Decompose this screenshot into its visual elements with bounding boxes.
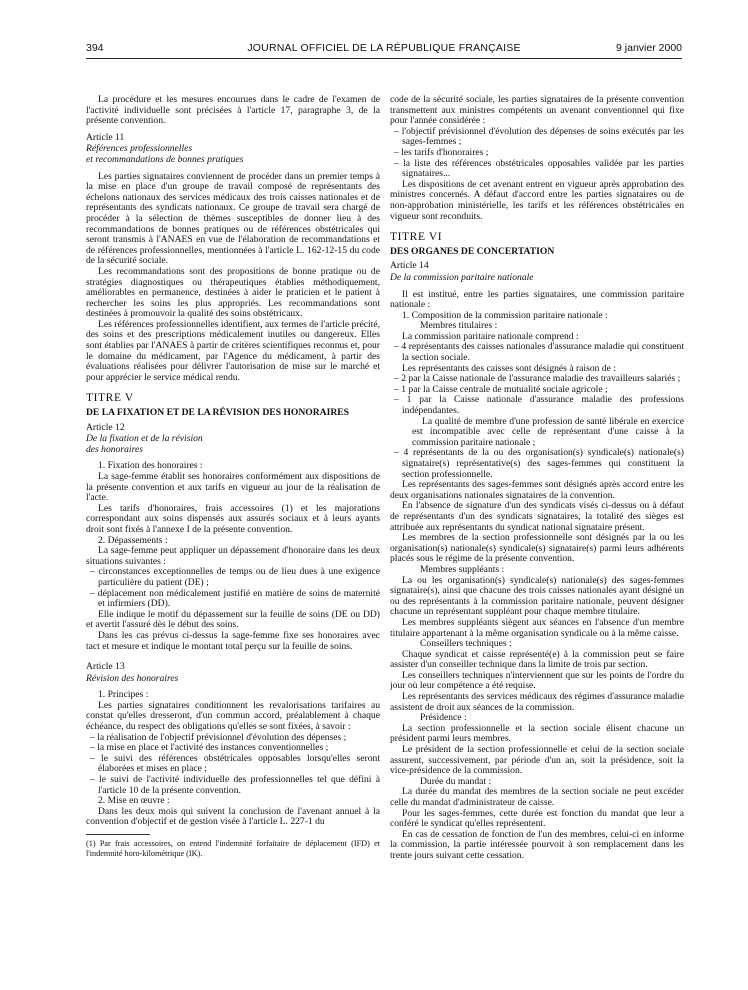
- list-item: – le suivi de l'activité individuelle des professionnelles tel que défini à l'article 10 de la présente convention.: [90, 774, 380, 796]
- article-subtitle: et recommandations de bonnes pratiques: [86, 153, 244, 165]
- paragraph: La durée du mandat des membres de la section sociale ne peut excéder celle du mandat d'administrateur de caisse.: [390, 786, 684, 808]
- paragraph: La ou les organisation(s) syndicale(s) nationale(s) des sages-femmes signataire(s), ainsi que chacune des trois caisses nationales ayant désigné un ou des représentants à la commission paritaire nationale, peuvent désigner chacune un représentant suppléant pour chaque membre titulaire.: [390, 574, 684, 618]
- list-item: – les tarifs d'honoraires ;: [394, 146, 489, 158]
- article-heading: Article 12: [86, 421, 125, 433]
- paragraph: Il est institué, entre les parties signataires, une commission paritaire nationale :: [390, 288, 684, 311]
- article-subtitle: Révision des honoraires: [86, 672, 179, 684]
- section-label: 1. Fixation des honoraires :: [98, 460, 203, 472]
- paragraph: Les recommandations sont des propositions de bonne pratique ou de stratégies diagnostiques ou thérapeutiques établies méthodiquement, améliorables en permanence, destinées à aider le praticien et le patient à rechercher les soins les plus appropriés. Les recommandations sont destinées à promouvoir la qualité des soins obstétricaux.: [86, 265, 380, 320]
- paragraph: La procédure et les mesures encourues dans le cadre de l'examen de l'activité individuelle sont précisées à l'article 17, paragraphe 3, de la présente convention.: [86, 94, 380, 127]
- list-item: – la mise en place et l'activité des instances conventionnelles ;: [90, 742, 329, 754]
- titre-heading: TITRE VI: [390, 231, 443, 244]
- paragraph: Dans les cas prévus ci-dessus la sage-femme fixe ses honoraires avec tact et mesure et indique le montant total perçu sur la feuille de soins.: [86, 629, 380, 652]
- subsection-label: Conseillers techniques :: [420, 638, 512, 650]
- section-label: 1. Principes :: [98, 689, 149, 701]
- footnote: (1) Par frais accessoires, on entend l'indemnité forfaitaire de déplacement (IFD) et l'indemnité horo-kilométrique (IK).: [86, 839, 380, 858]
- paragraph: Les références professionnelles identifient, aux termes de l'article précité, des soins et des prescriptions médicalement inutiles ou dangereux. Elles sont établies par l'ANAES à partir de critères scientifiques reconnus et, pour le domaine du médicament, par l'Agence du médicament, à partir des évaluations réalisées pour délivrer l'autorisation de mise sur le marché et pour apprécier le service médical rendu.: [86, 318, 380, 383]
- article-subtitle: Références professionnelles: [86, 143, 193, 155]
- list-item: – 2 par la Caisse nationale de l'assurance maladie des travailleurs salariés ;: [394, 373, 681, 385]
- paragraph: code de la sécurité sociale, les parties signataires de la présente convention transmettent aux ministres compétents un avenant conventionnel qui fixe pour l'année considérée :: [390, 94, 684, 127]
- subsection-label: Membres titulaires :: [420, 320, 498, 332]
- list-item: – 4 représentants des caisses nationales d'assurance maladie qui constituent la section sociale.: [394, 341, 684, 364]
- list-item: – le suivi des références obstétricales opposables lorsqu'elles seront élaborées et mises en place ;: [90, 752, 380, 775]
- left-column: [86, 95, 380, 858]
- issue-date: 9 janvier 2000: [616, 42, 682, 54]
- paragraph: Les parties signataires conviennent de procéder dans un premier temps à la mise en place d'un groupe de travail composé de représentants des échelons nationaux des services médicaux des trois caisses nationales et de représentants des syndicats nationaux. Ce groupe de travail sera chargé de procéder à la sélection de thèmes susceptibles de donner lieu à des recommandations de bonnes pratiques ou de références obstétricales qui seront transmis à l'ANAES en vue de l'élaboration de recommandations et de références professionnelles, mentionnées à l'article L. 162-12-15 du code de la sécurité sociale.: [86, 170, 380, 267]
- paragraph: Les représentants des sages-femmes sont désignés après accord entre les deux organisations nationales signataires de la convention.: [390, 479, 684, 501]
- journal-title: JOURNAL OFFICIEL DE LA RÉPUBLIQUE FRANÇAISE: [247, 42, 521, 54]
- section-label: 1. Composition de la commission paritaire nationale :: [402, 309, 608, 321]
- header-rule: [86, 58, 682, 59]
- subsection-label: Membres suppléants :: [420, 563, 505, 575]
- section-label: 2. Dépassements :: [98, 534, 168, 546]
- list-item: – déplacement non médicalement justifié en matière de soins de maternité et infirmiers (DD).: [90, 587, 380, 610]
- right-column: [390, 95, 684, 862]
- paragraph: Les parties signataires conditionnent les revalorisations tarifaires au constat qu'elles dresseront, d'un commun accord, préalablement à chaque échéance, du respect des obligations qu'elles se sont fixées, à savoir :: [86, 699, 380, 733]
- paragraph: Les membres suppléants siègent aux séances en l'absence d'un membre titulaire appartenant à la même organisation syndicale ou à la même caisse.: [390, 616, 684, 639]
- list-item: – la liste des références obstétricales opposables validée par les parties signataires...: [394, 157, 684, 180]
- paragraph: La commission paritaire nationale comprend :: [402, 330, 579, 342]
- titre-name: DE LA FIXATION ET DE LA RÉVISION DES HONORAIRES: [86, 407, 350, 419]
- footnote-rule: [86, 834, 150, 835]
- article-subtitle: De la fixation et de la révision: [86, 433, 203, 445]
- paragraph: Le président de la section professionnelle et celui de la section sociale assurent, successivement, par période d'un an, soit la présidence, soit la vice-présidence de la commission.: [390, 744, 684, 777]
- page-number: 394: [86, 42, 104, 54]
- paragraph: Dans les deux mois qui suivent la conclusion de l'avenant annuel à la convention d'objectif et de gestion visée à l'article L. 227-1 du: [86, 805, 380, 828]
- titre-name: DES ORGANES DE CONCERTATION: [390, 245, 555, 257]
- paragraph: Chaque syndicat et caisse représenté(e) à la commission peut se faire assister d'un conseiller technique dans la limite de trois par section.: [390, 648, 684, 671]
- paragraph: La qualité de membre d'une profession de santé libérale en exercice est incompatible avec celle de représentant d'une caisse à la commission paritaire nationale ;: [412, 415, 684, 448]
- paragraph: Les représentants des services médicaux des régimes d'assurance maladie assistent de droit aux séances de la commission.: [390, 691, 684, 713]
- subsection-label: Durée du mandat :: [420, 775, 492, 787]
- article-subtitle: des honoraires: [86, 443, 143, 455]
- list-item: – circonstances exceptionnelles de temps ou de lieu dues à une exigence particulière du patient (DE) ;: [90, 566, 380, 588]
- list-item: – 4 représentants de la ou des organisation(s) syndicale(s) nationale(s) signataire(s) représentative(s) des sages-femmes qui constituent la section professionnelle.: [394, 447, 684, 480]
- titre-heading: TITRE V: [86, 392, 134, 405]
- paragraph: Les dispositions de cet avenant entrent en vigueur après approbation des ministres concernés. A défaut d'accord entre les parties signataires ou de non-approbation ministérielle, les tarifs et les références obstétricales en vigueur sont reconduits.: [390, 178, 684, 222]
- article-heading: Article 11: [86, 131, 125, 143]
- article-heading: Article 14: [390, 260, 429, 272]
- article-heading: Article 13: [86, 661, 125, 673]
- paragraph: Les conseillers techniques n'interviennent que sur les points de l'ordre du jour où leur compétence a été requise.: [390, 669, 684, 692]
- paragraph: Les représentants des caisses sont désignés à raison de :: [402, 362, 616, 374]
- list-item: – la réalisation de l'objectif prévisionnel d'évolution des dépenses ;: [90, 731, 347, 743]
- paragraph: Elle indique le motif du dépassement sur la feuille de soins (DE ou DD) et avertit l'assuré dès le début des soins.: [86, 608, 380, 631]
- list-item: – l'objectif prévisionnel d'évolution des dépenses de soins exécutés par les sages-femmes ;: [394, 125, 684, 148]
- paragraph: Les membres de la section professionnelle sont désignés par la ou les organisation(s) nationale(s) syndicale(s) signataire(s) parmi leurs adhérents placés sous le régime de la présente convention.: [390, 532, 684, 565]
- paragraph: En cas de cessation de fonction de l'un des membres, celui-ci en informe la commission, la partie intéressée pourvoit à son remplacement dans les trente jours suivant cette cessation.: [390, 828, 684, 861]
- list-item: – 1 par la Caisse centrale de mutualité sociale agricole ;: [394, 383, 608, 395]
- paragraph: La section professionnelle et la section sociale élisent chacune un président parmi leurs membres.: [390, 722, 684, 745]
- paragraph: En l'absence de signature d'un des syndicats visés ci-dessus ou à défaut de représentants d'un des syndicats signataires, la totalité des sièges est attribuée aux représentants du syndicat national signataire présent.: [390, 500, 684, 533]
- article-subtitle: De la commission paritaire nationale: [390, 271, 534, 283]
- subsection-label: Présidence :: [420, 712, 467, 724]
- paragraph: Pour les sages-femmes, cette durée est fonction du mandat que leur a conféré le syndicat qu'elles représentent.: [390, 807, 684, 830]
- paragraph: La sage-femme peut appliquer un dépassement d'honoraire dans les deux situations suivantes :: [86, 545, 380, 567]
- list-item: – 1 par la Caisse nationale d'assurance maladie des professions indépendantes.: [394, 394, 684, 417]
- paragraph: Les tarifs d'honoraires, frais accessoires (1) et les majorations correspondant aux soins dispensés aux assurés sociaux et à leurs ayants droit sont fixés à l'annexe I de la présente convention.: [86, 502, 380, 535]
- section-label: 2. Mise en œuvre :: [98, 795, 170, 807]
- paragraph: La sage-femme établit ses honoraires conformément aux dispositions de la présente convention et aux tarifs en vigueur au jour de la réalisation de l'acte.: [86, 471, 380, 504]
- page-header: [86, 42, 682, 58]
